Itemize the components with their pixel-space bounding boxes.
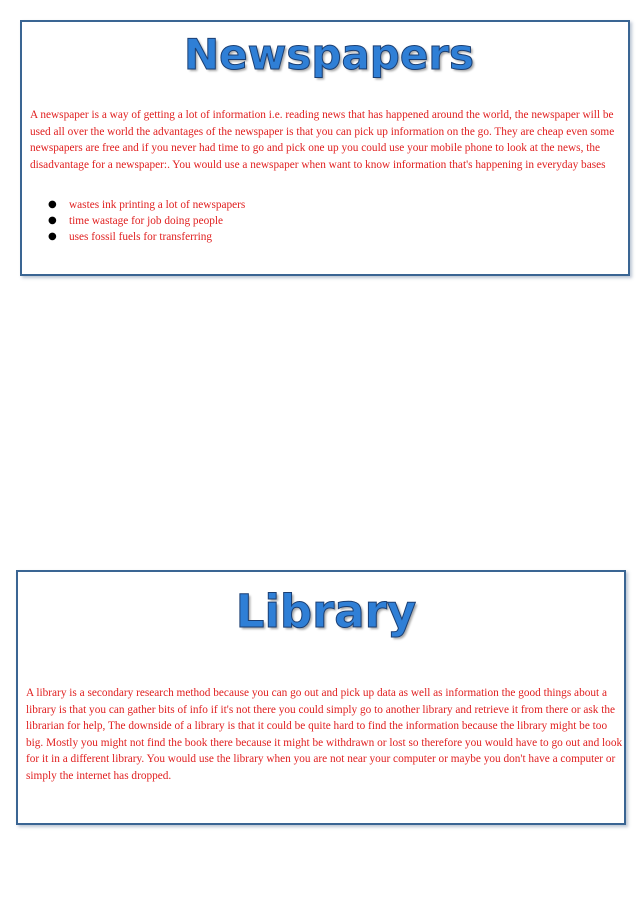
library-heading: Library <box>235 585 417 638</box>
list-item-text: uses fossil fuels for transferring <box>69 231 213 244</box>
list-item-text: wastes ink printing a lot of newspapers <box>69 199 246 211</box>
library-paragraph: A library is a secondary research method because you can go out and pick up data as well as information the good things about a library is that you can gather bits of info if it's not there you could simply go to another library and retrieve it from there or ask the librarian for help, The downside of a library is that it could be quite hard to find the information because the library might be too big. Mostly you might not find the book there because it might be withdrawn or lost so therefore you would have to go out and look for it in a different library. You would use the library when you are not near your computer or maybe you don't have a computer or simply the internet has dropped. <box>26 687 623 782</box>
newspapers-heading: Newspapers <box>183 30 475 79</box>
list-item <box>46 229 245 245</box>
library-section <box>16 570 626 825</box>
disadvantages-list <box>46 197 245 246</box>
bullet-icon: ● <box>48 199 57 210</box>
bullet-icon: ● <box>48 215 57 227</box>
list-item-text: time wastage for job doing people <box>69 215 224 228</box>
newspapers-section <box>20 20 630 276</box>
bullet-icon: ● <box>48 231 57 243</box>
list-item <box>46 213 245 229</box>
newspapers-paragraph: A newspaper is a way of getting a lot of information i.e. reading news that has happened around the world, the newspaper will be used all over the world the advantages of the newspaper is that you can pick up information on the go. They are cheap even some newspapers are free and if you never had time to go and pick one up you could use your mobile phone to look at the news, the disadvantage for a newspaper:. You would use a newspaper when want to know information that's happening in everyday bases <box>30 109 615 171</box>
list-item <box>46 197 245 213</box>
